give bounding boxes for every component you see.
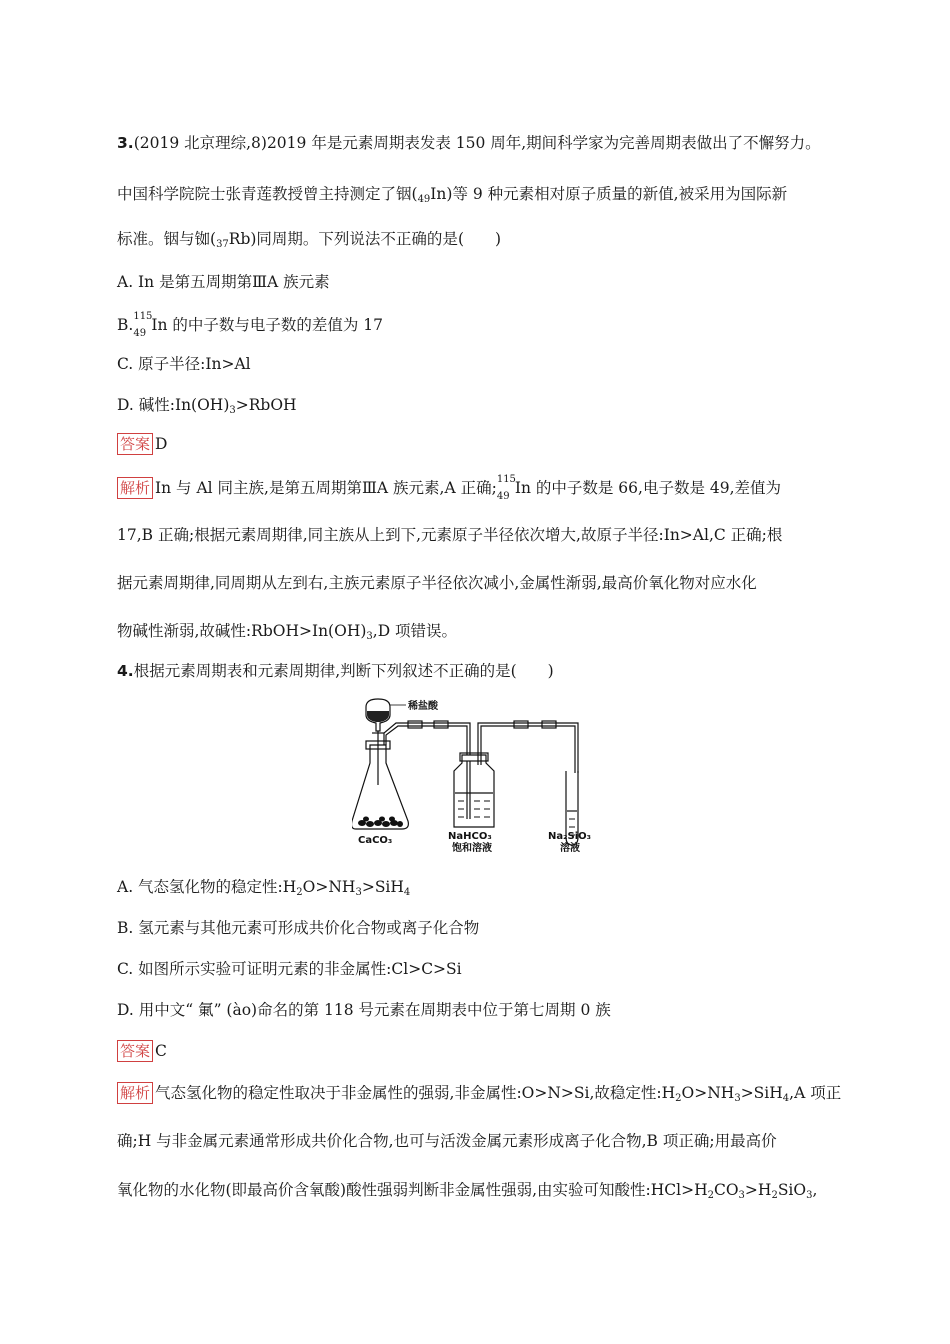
q3-analysis-line-1: 解析 In 与 Al 同主族,是第五周期第ⅢA 族元素,A 正确; 115 49 In 的中子数是 66,电子数是 49,差值为 (117, 475, 781, 499)
q3-analysis-line-4: 物碱性渐弱,故碱性$:RbOH>In(OH)_3,D$ 项错误。 (117, 622, 458, 642)
q3-option-a: A. In 是第五周期第ⅢA 族元素 (117, 273, 330, 291)
q3-number: 3. (117, 134, 134, 152)
rubber-joint (542, 721, 556, 728)
bottle-liquid-hatching (458, 801, 490, 817)
q4-analysis-line-3: 氧化物的水化物(即最高价含氧酸)酸性强弱判断非金属性强弱,由实验可知酸性$:HCl>H_2CO_3>H_2SiO_3$, (117, 1181, 818, 1201)
analysis-tag: 解析 (117, 477, 153, 499)
q4-option-d: D. 用中文“ 氭” (ào)命名的第 118 号元素在周期表中位于第七周期 0 族 (117, 1001, 611, 1019)
analysis-tag: 解析 (117, 1082, 153, 1104)
flask-label: CaCO₃ (358, 835, 393, 846)
tube-label-solution: 溶液 (560, 843, 580, 853)
q3-option-d: D. 碱性$:In(OH)_3>RbOH$ (117, 396, 297, 416)
calcium-carbonate-lumps (358, 817, 403, 828)
q3-line-2: 中国科学院院士张青莲教授曾主持测定了铟$(_{49}In)$等 9 种元素相对原子质量的新值,被采用为国际新 (117, 185, 788, 205)
q3-line-1: 3.(2019 北京理综,8)2019 年是元素周期表发表 150 周年,期间科学家为完善周期表做出了不懈努力。 (117, 134, 821, 152)
q3-option-b: B. 115 49 In 的中子数与电子数的差值为 17 (117, 311, 384, 339)
q3-analysis-line-3: 据元素周期律,同周期从左到右,主族元素原子半径依次减小,金属性渐弱,最高价氧化物对应水化 (117, 574, 757, 592)
delivery-tube-1 (384, 723, 470, 755)
q3-line-3: 标准。铟与铷$(_{37}Rb)$同周期。下列说法不正确的是( ) (117, 230, 502, 250)
bottle-label-formula: NaHCO₃ (448, 831, 492, 842)
q4-number: 4. (117, 662, 134, 680)
answer-tag: 答案 (117, 1040, 153, 1062)
acid-liquid (367, 711, 389, 722)
experiment-apparatus-diagram (352, 693, 612, 853)
bottle-label-solution: 饱和溶液 (452, 843, 492, 853)
q3-option-c: C. 原子半径:In>Al (117, 355, 251, 373)
rubber-joint (408, 721, 422, 728)
answer-tag: 答案 (117, 433, 153, 455)
q4-option-c: C. 如图所示实验可证明元素的非金属性:Cl>C>Si (117, 960, 462, 978)
q3-analysis-line-2: 17,B 正确;根据元素周期律,同主族从上到下,元素原子半径依次增大,故原子半径:In>Al,C 正确;根 (117, 526, 783, 544)
nuclide-notation: 115 49 (496, 474, 516, 502)
bottle-stopper (460, 753, 488, 761)
tube-label-formula: Na₂SiO₃ (548, 831, 592, 842)
q3-answer: 答案 D (117, 433, 167, 455)
delivery-tube-2 (478, 723, 578, 773)
q4-analysis-line-2: 确;H 与非金属元素通常形成共价化合物,也可与活泼金属元素形成离子化合物,B 项正确;用最高价 (117, 1132, 777, 1150)
q4-option-a: A. 气态氢化物的稳定性$:H_2O>NH_3>SiH_4$ (117, 878, 411, 898)
rubber-joint (434, 721, 448, 728)
acid-label: 稀盐酸 (408, 701, 438, 712)
q4-stem: 4.根据元素周期表和元素周期律,判断下列叙述不正确的是( ) (117, 662, 554, 680)
q4-answer: 答案 C (117, 1040, 167, 1062)
q4-analysis-line-1: 解析 气态氢化物的稳定性取决于非金属性的强弱,非金属性:O>N>Si,故稳定性$:H_2O>NH_3>SiH_4,A$ 项正 (117, 1082, 841, 1110)
rubber-joint (514, 721, 528, 728)
gas-washing-bottle (454, 755, 494, 827)
q4-option-b: B. 氢元素与其他元素可形成共价化合物或离子化合物 (117, 919, 480, 937)
nuclide-notation: 115 49 (133, 311, 153, 339)
flask-shape (352, 745, 408, 829)
